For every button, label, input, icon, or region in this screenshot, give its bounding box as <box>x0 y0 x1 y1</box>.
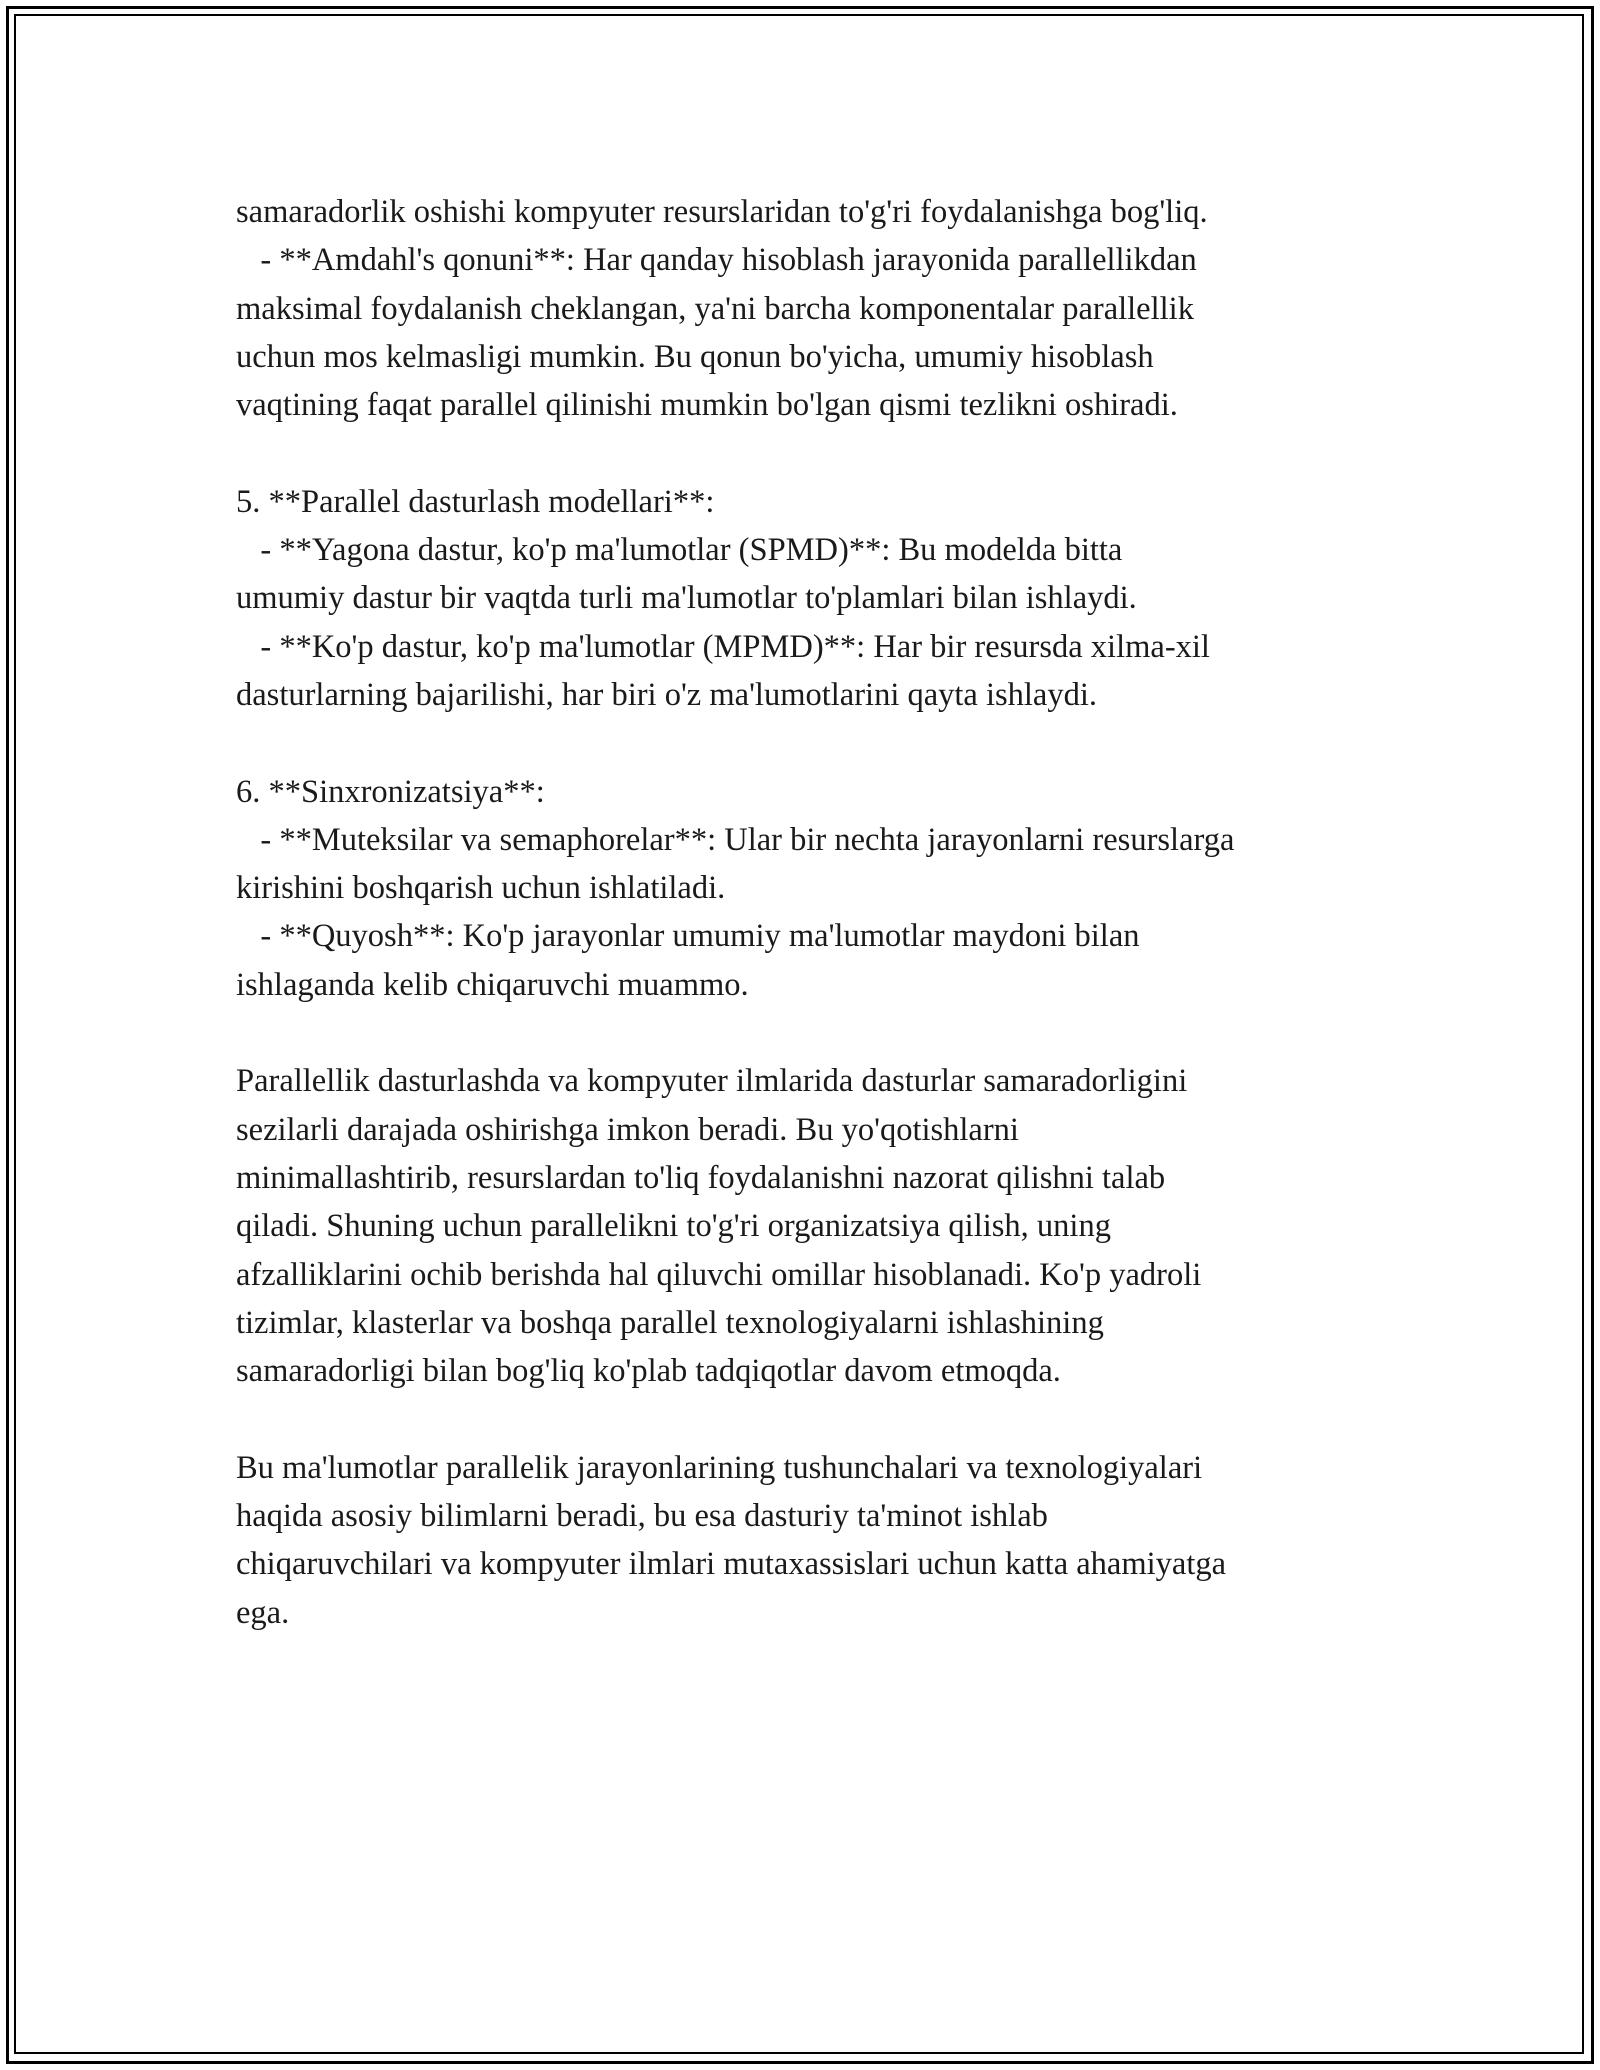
text-line: umumiy dastur bir vaqtda turli ma'lumotlar to'plamlari bilan ishlaydi. <box>236 580 1137 617</box>
blank-line <box>236 429 1396 477</box>
text-line: minimallashtirib, resurslardan to'liq foydalanishni nazorat qilishni talab <box>236 1159 1166 1196</box>
text-line: haqida asosiy bilimlarni beradi, bu esa dasturiy ta'minot ishlab <box>236 1498 1048 1535</box>
section-heading: 6. **Sinxronizatsiya**: <box>236 773 545 810</box>
text-line: - **Amdahl's qonuni**: Har qanday hisoblash jarayonida parallellikdan <box>236 242 1197 279</box>
blank-line <box>236 1395 1396 1443</box>
text-line: samaradorlik oshishi kompyuter resurslaridan to'g'ri foydalanishga bog'liq. <box>236 194 1208 230</box>
text-line: vaqtining faqat parallel qilinishi mumkin bo'lgan qismi tezlikni oshiradi. <box>236 387 1178 424</box>
text-line: maksimal foydalanish cheklangan, ya'ni barcha komponentalar parallellik <box>236 290 1194 327</box>
document-body <box>236 188 1396 1637</box>
text-line: sezilarli darajada oshirishga imkon beradi. Bu yo'qotishlarni <box>236 1111 1019 1148</box>
text-line: tizimlar, klasterlar va boshqa parallel texnologiyalarni ishlashining <box>236 1304 1104 1341</box>
text-line: dasturlarning bajarilishi, har biri o'z ma'lumotlarini qayta ishlaydi. <box>236 676 1098 713</box>
text-line: Bu ma'lumotlar parallelik jarayonlarining tushunchalari va texnologiyalari <box>236 1449 1203 1486</box>
text-line: - **Muteksilar va semaphorelar**: Ular bir nechta jarayonlarni resurslarga <box>236 821 1235 858</box>
text-line: - **Quyosh**: Ko'p jarayonlar umumiy ma'lumotlar maydoni bilan <box>236 918 1140 955</box>
text-line: qiladi. Shuning uchun parallelikni to'g'ri organizatsiya qilish, uning <box>236 1208 1111 1245</box>
section-heading: 5. **Parallel dasturlash modellari**: <box>236 483 715 520</box>
text-line: ega. <box>236 1594 290 1631</box>
text-line: uchun mos kelmasligi mumkin. Bu qonun bo'yicha, umumiy hisoblash <box>236 338 1154 375</box>
text-line: Parallellik dasturlashda va kompyuter ilmlarida dasturlar samaradorligini <box>236 1063 1188 1100</box>
text-line: chiqaruvchilari va kompyuter ilmlari mutaxassislari uchun katta ahamiyatga <box>236 1546 1227 1583</box>
blank-line <box>236 719 1396 767</box>
text-line: afzalliklarini ochib berishda hal qiluvchi omillar hisoblanadi. Ko'p yadroli <box>236 1256 1202 1293</box>
text-line: ishlaganda kelib chiqaruvchi muammo. <box>236 966 749 1003</box>
text-line: - **Yagona dastur, ko'p ma'lumotlar (SPMD)**: Bu modelda bitta <box>236 532 1123 569</box>
text-line: kirishini boshqarish uchun ishlatiladi. <box>236 870 726 907</box>
blank-line <box>236 1009 1396 1057</box>
text-line: samaradorligi bilan bog'liq ko'plab tadqiqotlar davom etmoqda. <box>236 1353 1061 1390</box>
text-line: - **Ko'p dastur, ko'p ma'lumotlar (MPMD)**: Har bir resursda xilma-xil <box>236 628 1210 665</box>
